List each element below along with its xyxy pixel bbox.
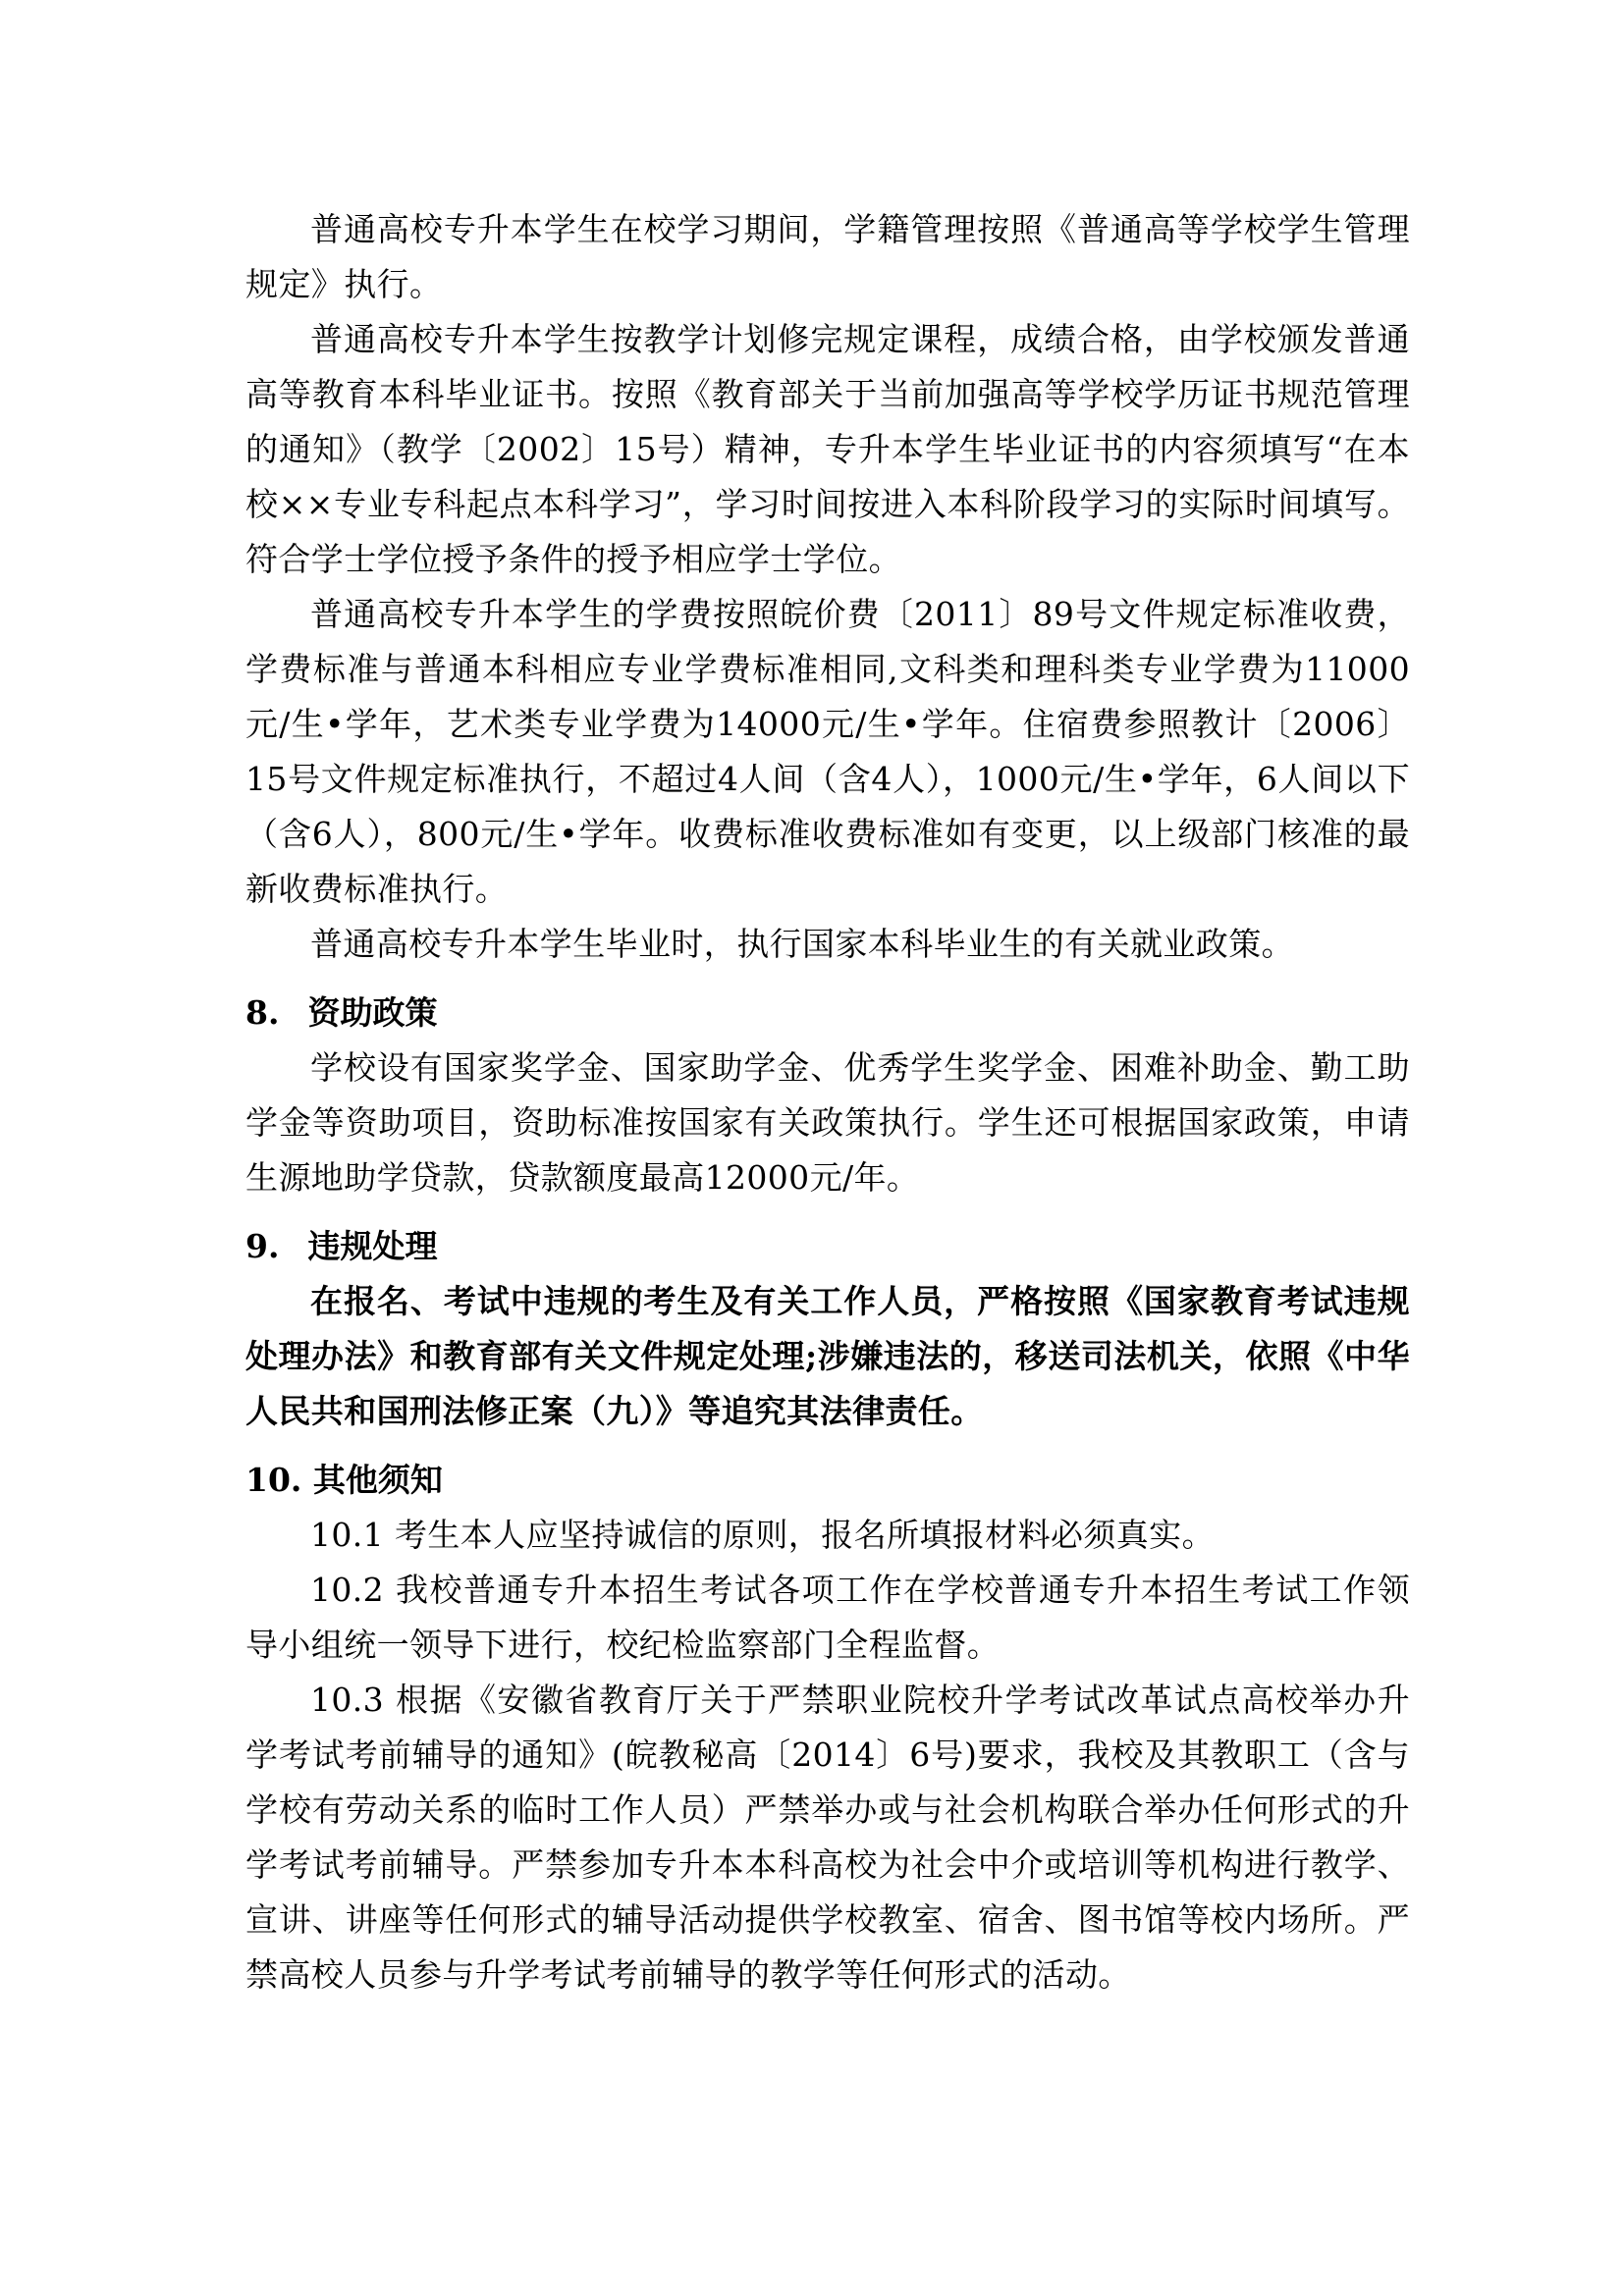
section-title: 其他须知	[312, 1461, 443, 1499]
section-number: 8.	[245, 993, 280, 1032]
section-heading-9	[245, 1219, 1410, 1274]
document-page	[245, 202, 1410, 2002]
section-heading-8	[245, 986, 1410, 1041]
section-number: 10.	[245, 1461, 302, 1499]
intro-paragraph: 普通高校专升本学生在校学习期间，学籍管理按照《普通高等学校学生管理规定》执行。	[245, 210, 1410, 303]
intro-paragraph: 普通高校专升本学生的学费按照皖价费〔2011〕89号文件规定标准收费，学费标准与普通本科相应专业学费标准相同,文科类和理科类专业学费为11000元/生•学年，艺术类专业学费为14000元/生•学年。住宿费参照教计〔2006〕15号文件规定标准执行，不超过4人间（含4人），1000元/生•学年，6人间以下（含6人），800元/生•学年。收费标准收费标准如有变更，以上级部门核准的最新收费标准执行。	[245, 595, 1410, 908]
section-title: 违规处理	[307, 1227, 438, 1265]
section-paragraph: 学校设有国家奖学金、国家助学金、优秀学生奖学金、困难补助金、勤工助学金等资助项目，资助标准按国家有关政策执行。学生还可根据国家政策，申请生源地助学贷款，贷款额度最高12000元/年。	[245, 1048, 1410, 1197]
section-item: 10.3 根据《安徽省教育厅关于严禁职业院校升学考试改革试点高校举办升学考试考前辅导的通知》(皖教秘高〔2014〕6号)要求，我校及其教职工（含与学校有劳动关系的临时工作人员）严禁举办或与社会机构联合举办任何形式的升学考试考前辅导。严禁参加专升本本科高校为社会中介或培训等机构进行教学、宣讲、讲座等任何形式的辅导活动提供学校教室、宿舍、图书馆等校内场所。严禁高校人员参与升学考试考前辅导的教学等任何形式的活动。	[245, 1681, 1410, 1994]
intro-paragraph: 普通高校专升本学生按教学计划修完规定课程，成绩合格，由学校颁发普通高等教育本科毕业证书。按照《教育部关于当前加强高等学校学历证书规范管理的通知》（教学〔2002〕15号）精神，专升本学生毕业证书的内容须填写“在本校××专业专科起点本科学习”，学习时间按进入本科阶段学习的实际时间填写。符合学士学位授予条件的授予相应学士学位。	[245, 320, 1410, 578]
section-item: 10.2 我校普通专升本招生考试各项工作在学校普通专升本招生考试工作领导小组统一领导下进行，校纪检监察部门全程监督。	[245, 1571, 1410, 1664]
section-number: 9.	[245, 1227, 280, 1265]
section-paragraph-bold: 在报名、考试中违规的考生及有关工作人员，严格按照《国家教育考试违规处理办法》和教育部有关文件规定处理;涉嫌违法的，移送司法机关，依照《中华人民共和国刑法修正案（九）》等追究其法律责任。	[245, 1282, 1410, 1430]
section-item: 10.1 考生本人应坚持诚信的原则，报名所填报材料必须真实。	[310, 1516, 1215, 1554]
intro-paragraph: 普通高校专升本学生毕业时，执行国家本科毕业生的有关就业政策。	[310, 925, 1294, 963]
section-heading-10	[245, 1453, 1410, 1508]
section-title: 资助政策	[307, 993, 438, 1032]
